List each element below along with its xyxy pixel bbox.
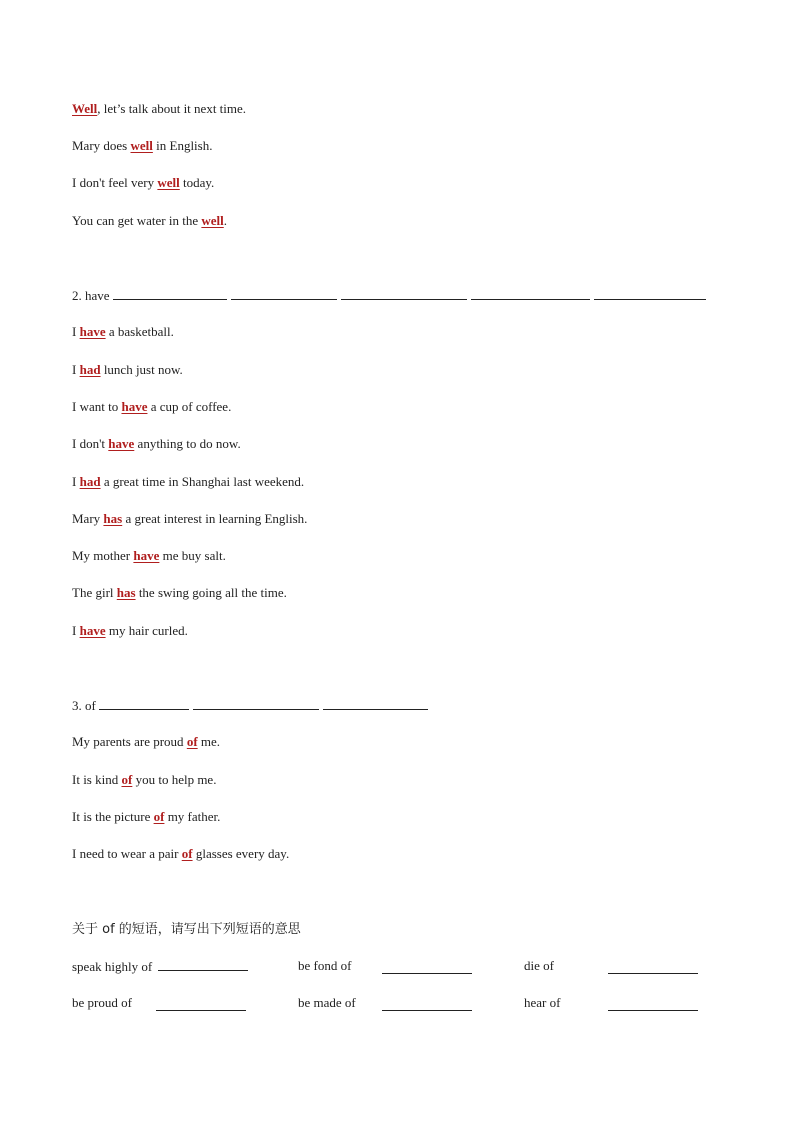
keyword: have	[79, 623, 106, 638]
keyword: of	[121, 772, 133, 787]
sentence: My mother have me buy salt.	[72, 548, 226, 563]
keyword: has	[116, 585, 136, 600]
answer-blank[interactable]	[608, 960, 698, 974]
phrase-item: hear of	[524, 995, 561, 1010]
section-title-have: 2. have	[72, 286, 710, 305]
answer-blank[interactable]	[382, 960, 472, 974]
keyword: well	[157, 175, 180, 190]
keyword: had	[79, 474, 101, 489]
keyword: had	[79, 362, 101, 377]
keyword: of	[186, 734, 198, 749]
keyword: well	[130, 138, 153, 153]
phrase-item: die of	[524, 958, 554, 973]
keyword: have	[133, 548, 160, 563]
sentence: My parents are proud of me.	[72, 734, 221, 749]
phrase-item: be proud of	[72, 995, 132, 1010]
keyword: have	[108, 436, 135, 451]
answer-blank[interactable]	[193, 696, 319, 710]
sentence: I want to have a cup of coffee.	[72, 399, 232, 414]
sentence: I had a great time in Shanghai last weekend.	[72, 474, 305, 489]
answer-blank[interactable]	[471, 286, 590, 300]
section-title-of: 3. of	[72, 696, 432, 715]
sentence: I had lunch just now.	[72, 362, 183, 377]
keyword: well	[201, 213, 224, 228]
sentence: I don't feel very well today.	[72, 175, 215, 190]
answer-blank[interactable]	[99, 696, 189, 710]
answer-blank[interactable]	[594, 286, 706, 300]
sentence: Well, let’s talk about it next time.	[72, 101, 247, 116]
answer-blank[interactable]	[323, 696, 428, 710]
answer-blank[interactable]	[608, 997, 698, 1011]
keyword: have	[79, 324, 106, 339]
sentence: Mary does well in English.	[72, 138, 213, 153]
answer-blank[interactable]	[231, 286, 337, 300]
answer-blank[interactable]	[341, 286, 467, 300]
answer-blank[interactable]	[382, 997, 472, 1011]
answer-blank[interactable]	[156, 997, 246, 1011]
sentence: I need to wear a pair of glasses every day.	[72, 846, 290, 861]
sentence: I have a basketball.	[72, 324, 174, 339]
sentence: It is kind of you to help me.	[72, 772, 217, 787]
keyword: have	[121, 399, 148, 414]
phrase-item: speak highly of	[72, 957, 252, 976]
sentence: The girl has the swing going all the time.	[72, 585, 287, 600]
keyword: has	[103, 511, 123, 526]
keyword: Well	[72, 101, 98, 116]
sentence: Mary has a great interest in learning English.	[72, 511, 308, 526]
keyword: of	[181, 846, 193, 861]
answer-blank[interactable]	[113, 286, 227, 300]
phrase-item: be made of	[298, 995, 356, 1010]
sentence: I have my hair curled.	[72, 623, 188, 638]
keyword: of	[153, 809, 165, 824]
answer-blank[interactable]	[158, 957, 248, 971]
phrases-heading: 关于 of 的短语，请写出下列短语的意思	[72, 922, 301, 937]
phrase-item: be fond of	[298, 958, 352, 973]
sentence: It is the picture of my father.	[72, 809, 221, 824]
sentence: I don't have anything to do now.	[72, 436, 241, 451]
sentence: You can get water in the well.	[72, 213, 228, 228]
